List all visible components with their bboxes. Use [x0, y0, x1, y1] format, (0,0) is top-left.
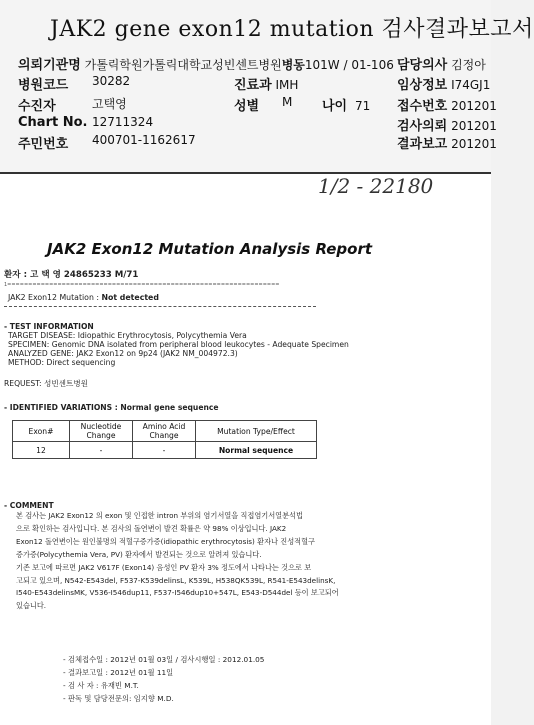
ward-label: 병동 [281, 58, 305, 72]
age-field [322, 95, 370, 114]
rrn-label [18, 133, 68, 152]
table-cell: - [133, 442, 196, 459]
footer-line: - 검체접수일 : 2012년 01월 03일 / 검사시행일 : 2012.01.05 [63, 655, 265, 664]
table-header-row [13, 421, 317, 442]
comment-line: 있습니다. [16, 601, 47, 611]
age-value: 71 [354, 99, 371, 113]
report-title: JAK2 gene exon12 mutation 검사결과보고서 [50, 17, 534, 42]
comment-heading: - COMMENT [4, 501, 54, 510]
request-value: 201201 [451, 119, 497, 133]
report-date-value: 201201 [451, 137, 497, 151]
variations-heading: - IDENTIFIED VARIATIONS : Normal gene sequence [4, 403, 219, 412]
comment-line: Exon12 돌연변이는 원인불명의 적혈구증가증(idiopathic erythrocytosis) 환자나 진성적혈구 [16, 536, 315, 546]
footer-line: - 판독 및 담당전문의: 임지향 M.D. [63, 694, 174, 703]
sex-label [234, 95, 259, 114]
hospital-label: 의뢰기관명 [18, 58, 81, 73]
comment-line: 고되고 있으며, N542-E543del, F537-K539delinsL, K539L, H538QK539L, R541-E543delinsK, [16, 575, 336, 585]
ward-value: 101W / 01-106 [304, 58, 394, 72]
table-header-cell: Amino Acid Change [133, 421, 196, 442]
patient-label [18, 95, 56, 114]
receipt-value: 201201 [451, 99, 497, 113]
header-panel [0, 0, 534, 172]
footer-line: - 검 사 자 : 유재빈 M.T. [63, 681, 139, 690]
comment-line: 기존 보고에 따르면 JAK2 V617F (Exon14) 음성인 PV 환자 3% 정도에서 나타나는 것으로 보 [16, 562, 312, 572]
header-field-dept [234, 74, 298, 93]
chart-no-value: 12711324 [92, 115, 154, 129]
patient-line: 환자 : 고 택 영 24865233 M/71 [4, 270, 139, 280]
rrn-value: 400701-1162617 [92, 133, 196, 147]
comment-line: I540-E543delinsMK, V536-I546dup11, F537-I546dup10+547L, E543-D544del 등이 보고되어 [16, 588, 339, 598]
comment-line: 본 검사는 JAK2 Exon12 의 exon 및 인접한 intron 부위의 염기서열을 직접염기서열분석법 [16, 511, 303, 520]
request-line: REQUEST: 성빈센트병원 [4, 379, 89, 388]
result-label: JAK2 Exon12 Mutation : [8, 293, 102, 302]
separator-rule: 1================================================================= [4, 282, 280, 288]
age-label: 나이 [322, 99, 348, 114]
header-field-doctor [397, 54, 486, 73]
table-header-cell: Nucleotide Change [70, 421, 133, 442]
rrn-label-text: 주민번호 [18, 137, 69, 152]
header-field-request [397, 115, 497, 134]
header-field-report-date [397, 133, 497, 152]
header-field-receipt [397, 95, 497, 114]
header-field-code [18, 74, 68, 93]
test-info-line: METHOD: Direct sequencing [8, 358, 116, 367]
clinical-label: 임상정보 [397, 78, 448, 93]
request-label: 검사의뢰 [397, 119, 448, 134]
header-field-hospital [18, 54, 394, 73]
chart-no-label [18, 115, 87, 130]
footer-line: - 결과보고일 : 2012년 01월 11일 [63, 668, 174, 677]
sex-value: M [282, 95, 293, 109]
table-header-cell: Exon# [13, 421, 70, 442]
report-date-label: 결과보고 [397, 137, 448, 152]
comment-line: 증가증(Polycythemia Vera, PV) 환자에서 발견되는 것으로 알려져 있습니다. [16, 549, 262, 559]
receipt-label: 접수번호 [397, 99, 448, 114]
comment-line: 으로 확인하는 검사입니다. 본 검사의 돌연변이 발견 확률은 약 98% 이상입니다. JAK2 [16, 523, 287, 533]
sex-label-text: 성별 [234, 99, 260, 114]
chart-no-label-text: Chart No. [18, 115, 88, 130]
patient-value: 고택영 [92, 97, 127, 111]
table-header-cell: Mutation Type/Effect [196, 421, 317, 442]
table-cell: 12 [13, 442, 70, 459]
result-divider [4, 306, 316, 307]
patient-label-text: 수진자 [18, 99, 56, 114]
table-cell: - [70, 442, 133, 459]
test-info-line: ANALYZED GENE: JAK2 Exon12 on 9p24 (JAK2 NM_004972.3) [8, 349, 238, 358]
dept-label: 진료과 [234, 78, 272, 93]
test-info-line: TARGET DISEASE: Idiopathic Erythrocytosis, Polycythemia Vera [8, 331, 247, 340]
test-info-line: SPECIMEN: Genomic DNA isolated from peripheral blood leukocytes - Adequate Specimen [8, 340, 349, 349]
header-field-clinical [397, 74, 490, 93]
result-value: Not detected [101, 293, 159, 302]
code-label: 병원코드 [18, 78, 69, 93]
dept-value: IMH [275, 78, 299, 92]
doctor-value: 김정아 [451, 58, 486, 72]
analysis-report-title: JAK2 Exon12 Mutation Analysis Report [47, 240, 373, 258]
handwritten-signature: 1/2 - 22180 [318, 174, 434, 198]
result-line [8, 293, 159, 302]
hospital-value: 가톨릭학원가톨릭대학교성빈센트병원 [84, 58, 282, 72]
doctor-label: 담당의사 [397, 58, 448, 73]
table-row [13, 442, 317, 459]
clinical-value: I74GJ1 [451, 78, 491, 92]
code-value: 30282 [92, 74, 131, 88]
table-cell: Normal sequence [196, 442, 317, 459]
comment-body [16, 510, 346, 613]
test-info-heading: - TEST INFORMATION [4, 322, 94, 331]
variations-table [12, 420, 317, 459]
